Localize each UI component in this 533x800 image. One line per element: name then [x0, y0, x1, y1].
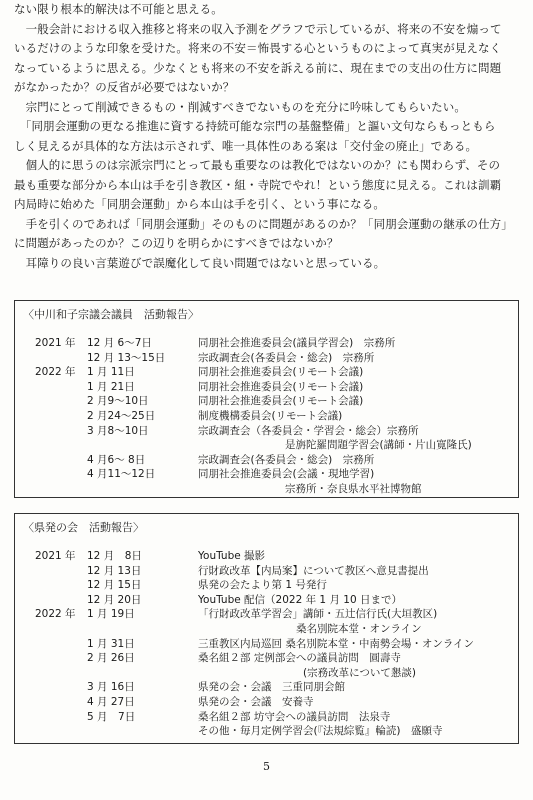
activity-year: 2022 年	[35, 366, 76, 379]
essay-line: 耳障りの良い言葉遊びで誤魔化して良い問題ではないと思っている。	[14, 255, 386, 270]
activity-row	[15, 437, 518, 451]
activity-text: (宗務改革について懇談)	[303, 666, 416, 679]
activity-row	[15, 466, 518, 480]
essay-line: なっているように思える。少なくとも将来の不安を訴える前に、現在までの支出の仕方に問題	[14, 60, 502, 75]
activity-text: 桑名組２部 定例部会への議員訪問 圓壽寺	[198, 652, 401, 665]
activity-text: 桑名別院本堂・オンライン	[296, 623, 422, 635]
activity-row	[15, 393, 518, 407]
activity-text: 同朋社会推進委員会(リモート会議)	[198, 366, 364, 379]
activity-date: 5 月 7日	[87, 710, 136, 723]
activity-date: 1 月 31日	[87, 637, 135, 650]
activity-date: 12 月 13日	[87, 564, 142, 577]
kenpatsu-activity-report	[14, 513, 519, 744]
essay-line: 一般会計における収入推移と将来の収入予測をグラフで示しているが、将来の不安を煽って	[14, 21, 502, 36]
activity-date: 12 月 20日	[87, 593, 142, 606]
activity-text: YouTube 撮影	[198, 550, 266, 562]
essay-line: 宗門にとって削減できるもの・削減すべきでないものを充分に吟味してもらいたい。	[14, 99, 466, 114]
activity-row	[15, 350, 518, 364]
activity-text: 同朋社会推進委員会(リモート会議)	[198, 380, 364, 393]
essay-line: 最も重要な部分から本山は手を引き教区・組・寺院でやれ！という態度に見える。これは訓覇	[14, 177, 502, 192]
activity-year: 2022 年	[35, 608, 76, 621]
essay-line: 「同朋会運動の更なる推進に資する持続可能な宗門の基盤整備」と謳い文句ならもっともら	[14, 119, 496, 133]
activity-text: その他・毎月定例学習会(『法規綜覧』輪読) 盛願寺	[198, 725, 443, 738]
activity-row	[15, 452, 518, 466]
activity-date: 4 月11〜12日	[87, 468, 156, 481]
activity-row	[15, 592, 518, 606]
activity-row	[15, 650, 518, 664]
essay-line: 個人的に思うのは宗派宗門にとって最も重要なのは教化ではないのか？にも関わらず、その	[14, 158, 501, 172]
activity-text: 「行財政改革学習会」講師・五辻信行氏(大垣教区)	[198, 608, 438, 621]
activity-date: 1 月 19日	[87, 608, 135, 621]
activity-text: 宗政調査会（各委員会・学習会・総会）宗務所	[198, 424, 419, 437]
essay-line: ない限り根本的解決は不可能と思える。	[14, 2, 223, 16]
activity-text: 県発の会・会議 安養寺	[198, 696, 314, 708]
activity-row	[15, 364, 518, 378]
activity-year: 2021 年	[35, 550, 76, 562]
activity-year: 2021 年	[35, 337, 76, 349]
page-number: 5	[263, 760, 270, 773]
essay-line: に問題があったのか？この辺りを明らかにすべきではないか？	[14, 236, 339, 250]
activity-row	[15, 577, 518, 591]
essay	[14, 0, 519, 273]
nakagawa-activity-report	[14, 300, 519, 498]
activity-text: 同朋社会推進委員会(リモート会議)	[198, 395, 364, 408]
activity-date: 12 月 8日	[87, 550, 142, 562]
activity-row	[15, 606, 518, 620]
activity-date: 3 月8〜10日	[87, 424, 149, 437]
activity-text: 桑名組２部 坊守会への議員訪問 法泉寺	[198, 710, 391, 723]
activity-date: 2 月9〜10日	[87, 395, 149, 408]
activity-row	[15, 379, 518, 393]
activity-row	[15, 408, 518, 422]
activity-row	[15, 548, 518, 562]
activity-date: 12 月 6〜7日	[87, 337, 152, 349]
activity-row	[15, 723, 518, 737]
activity-text: 県発の会たより第 1 号発行	[198, 579, 327, 592]
activity-text: 制度機構委員会(リモート会議)	[198, 410, 343, 422]
activity-text: 宗務所・奈良県水平社博物館	[285, 483, 422, 495]
activity-date: 1 月 21日	[87, 380, 135, 393]
kenpatsu-report-title: 〈県発の会 活動報告〉	[23, 521, 144, 534]
activity-row	[15, 481, 518, 495]
essay-line: 手を引くのであれば「同朋会運動」そのものに問題があるのか？「同朋会運動の継承の仕方」	[14, 216, 513, 231]
essay-line: 内局時に始めた「同朋会運動」から本山は手を引く、という事になる。	[14, 197, 385, 211]
activity-row	[15, 679, 518, 693]
activity-text: 同朋社会推進委員会(会議・現地学習)	[198, 468, 375, 481]
activity-date: 3 月 16日	[87, 681, 135, 694]
activity-row	[15, 335, 518, 349]
activity-row	[15, 694, 518, 708]
activity-row	[15, 621, 518, 635]
essay-line: しく見えるが具体的な方法は示されず、唯一具体性のある案は「交付金の廃止」である。	[14, 138, 478, 153]
activity-text: 同朋社会推進委員会(議員学習会) 宗務所	[198, 337, 396, 349]
activity-row	[15, 563, 518, 577]
activity-row	[15, 665, 518, 679]
activity-text: 行財政改革【内局案】について教区へ意見書提出	[198, 564, 429, 577]
nakagawa-report-title: 〈中川和子宗議会議員 活動報告〉	[23, 308, 199, 321]
activity-row	[15, 636, 518, 650]
activity-date: 4 月6〜 8日	[87, 453, 146, 466]
activity-text: 三重教区内局巡回 桑名別院本堂・中南勢会場・オンライン	[198, 637, 475, 650]
activity-row	[15, 423, 518, 437]
activity-text: 宗政調査会(各委員会・総会) 宗務所	[198, 453, 375, 466]
activity-date: 12 月 15日	[87, 579, 142, 592]
essay-line: いるだけのような印象を受けた。将来の不安＝怖畏する心というものによって真実が見えなく	[14, 41, 502, 55]
activity-text: YouTube 配信（2022 年 1 月 10 日まで）	[198, 593, 402, 606]
activity-text: 是旃陀羅問題学習会(講師・片山寛隆氏)	[285, 439, 472, 452]
activity-text: 県発の会・会議 三重同朋会館	[198, 681, 345, 694]
activity-text: 宗政調査会(各委員会・総会) 宗務所	[198, 351, 375, 364]
activity-row	[15, 709, 518, 723]
activity-date: 1 月 11日	[87, 366, 135, 379]
activity-date: 4 月 27日	[87, 696, 135, 708]
activity-date: 2 月 26日	[87, 652, 135, 665]
activity-date: 12 月 13〜15日	[87, 351, 166, 364]
activity-date: 2 月24〜25日	[87, 410, 156, 422]
essay-line: がなかったか？の反省が必要ではないか？	[14, 80, 235, 94]
